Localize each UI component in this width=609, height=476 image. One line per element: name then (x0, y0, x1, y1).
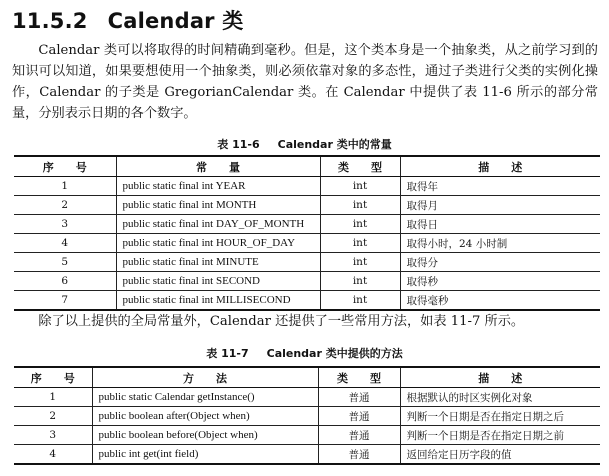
row-number: 5 (14, 253, 116, 272)
table-row (14, 291, 600, 311)
type-cell: int (320, 215, 400, 234)
header-type: 类 型 (320, 156, 400, 177)
table-header-row (14, 156, 600, 177)
row-number: 6 (14, 272, 116, 291)
table-row (14, 388, 600, 407)
method-cell: public static Calendar getInstance() (92, 388, 318, 407)
table-row (14, 407, 600, 426)
table1-caption-title: Calendar 类中的常量 (277, 138, 392, 151)
table-row (14, 177, 600, 196)
row-number: 3 (14, 426, 92, 445)
description-cell: 判断一个日期是否在指定日期之后 (400, 407, 600, 426)
description-cell: 取得年 (400, 177, 600, 196)
row-number: 4 (14, 445, 92, 465)
header-description: 描 述 (400, 156, 600, 177)
row-number: 2 (14, 407, 92, 426)
constant-cell: public static final int MONTH (116, 196, 320, 215)
table1-caption (0, 136, 609, 152)
type-cell: 普通 (318, 407, 400, 426)
table-row (14, 445, 600, 465)
header-no: 序 号 (14, 367, 92, 388)
table-header-row (14, 367, 600, 388)
table-row (14, 253, 600, 272)
description-cell: 取得分 (400, 253, 600, 272)
type-cell: int (320, 234, 400, 253)
table-row (14, 234, 600, 253)
constant-cell: public static final int HOUR_OF_DAY (116, 234, 320, 253)
constant-cell: public static final int MILLISECOND (116, 291, 320, 311)
method-cell: public boolean after(Object when) (92, 407, 318, 426)
methods-intro-paragraph: 除了以上提供的全局常量外，Calendar 还提供了一些常用方法，如表 11-7 所示。 (38, 314, 525, 329)
description-cell: 取得毫秒 (400, 291, 600, 311)
description-cell: 取得日 (400, 215, 600, 234)
description-cell: 取得秒 (400, 272, 600, 291)
constants-table (14, 155, 600, 311)
table2-caption-label: 表 11-7 (206, 347, 249, 360)
description-cell: 返回给定日历字段的值 (400, 445, 600, 465)
constant-cell: public static final int MINUTE (116, 253, 320, 272)
table2-caption-title: Calendar 类中提供的方法 (266, 347, 403, 360)
type-cell: int (320, 253, 400, 272)
type-cell: 普通 (318, 426, 400, 445)
constant-cell: public static final int SECOND (116, 272, 320, 291)
header-description: 描 述 (400, 367, 600, 388)
method-cell: public int get(int field) (92, 445, 318, 465)
header-method: 方 法 (92, 367, 318, 388)
type-cell: int (320, 272, 400, 291)
description-cell: 判断一个日期是否在指定日期之前 (400, 426, 600, 445)
row-number: 1 (14, 388, 92, 407)
section-number: 11.5.2 (12, 9, 88, 33)
row-number: 4 (14, 234, 116, 253)
type-cell: int (320, 196, 400, 215)
table2-caption (0, 345, 609, 361)
table1-caption-label: 表 11-6 (217, 138, 260, 151)
method-cell: public boolean before(Object when) (92, 426, 318, 445)
description-cell: 根据默认的时区实例化对象 (400, 388, 600, 407)
type-cell: int (320, 291, 400, 311)
constant-cell: public static final int DAY_OF_MONTH (116, 215, 320, 234)
header-no: 序 号 (14, 156, 116, 177)
type-cell: int (320, 177, 400, 196)
section-heading (12, 5, 243, 35)
row-number: 2 (14, 196, 116, 215)
table-row (14, 196, 600, 215)
description-cell: 取得月 (400, 196, 600, 215)
intro-paragraph: Calendar 类可以将取得的时间精确到毫秒。但是，这个类本身是一个抽象类，从之前学习到的知识可以知道，如果要想使用一个抽象类，则必须依靠对象的多态性，通过子类进行父类的实例化操作，Calendar 的子类是 GregorianCalendar 类。在 Calendar 中提供了表 11-6 所示的部分常量，分别表示日期的各个数字。 (12, 43, 598, 121)
table-row (14, 426, 600, 445)
description-cell: 取得小时，24 小时制 (400, 234, 600, 253)
type-cell: 普通 (318, 388, 400, 407)
section-title: Calendar 类 (107, 9, 244, 33)
type-cell: 普通 (318, 445, 400, 465)
row-number: 7 (14, 291, 116, 311)
methods-table (14, 366, 600, 465)
table-row (14, 215, 600, 234)
constant-cell: public static final int YEAR (116, 177, 320, 196)
row-number: 3 (14, 215, 116, 234)
table-row (14, 272, 600, 291)
header-type: 类 型 (318, 367, 400, 388)
row-number: 1 (14, 177, 116, 196)
header-constant: 常 量 (116, 156, 320, 177)
